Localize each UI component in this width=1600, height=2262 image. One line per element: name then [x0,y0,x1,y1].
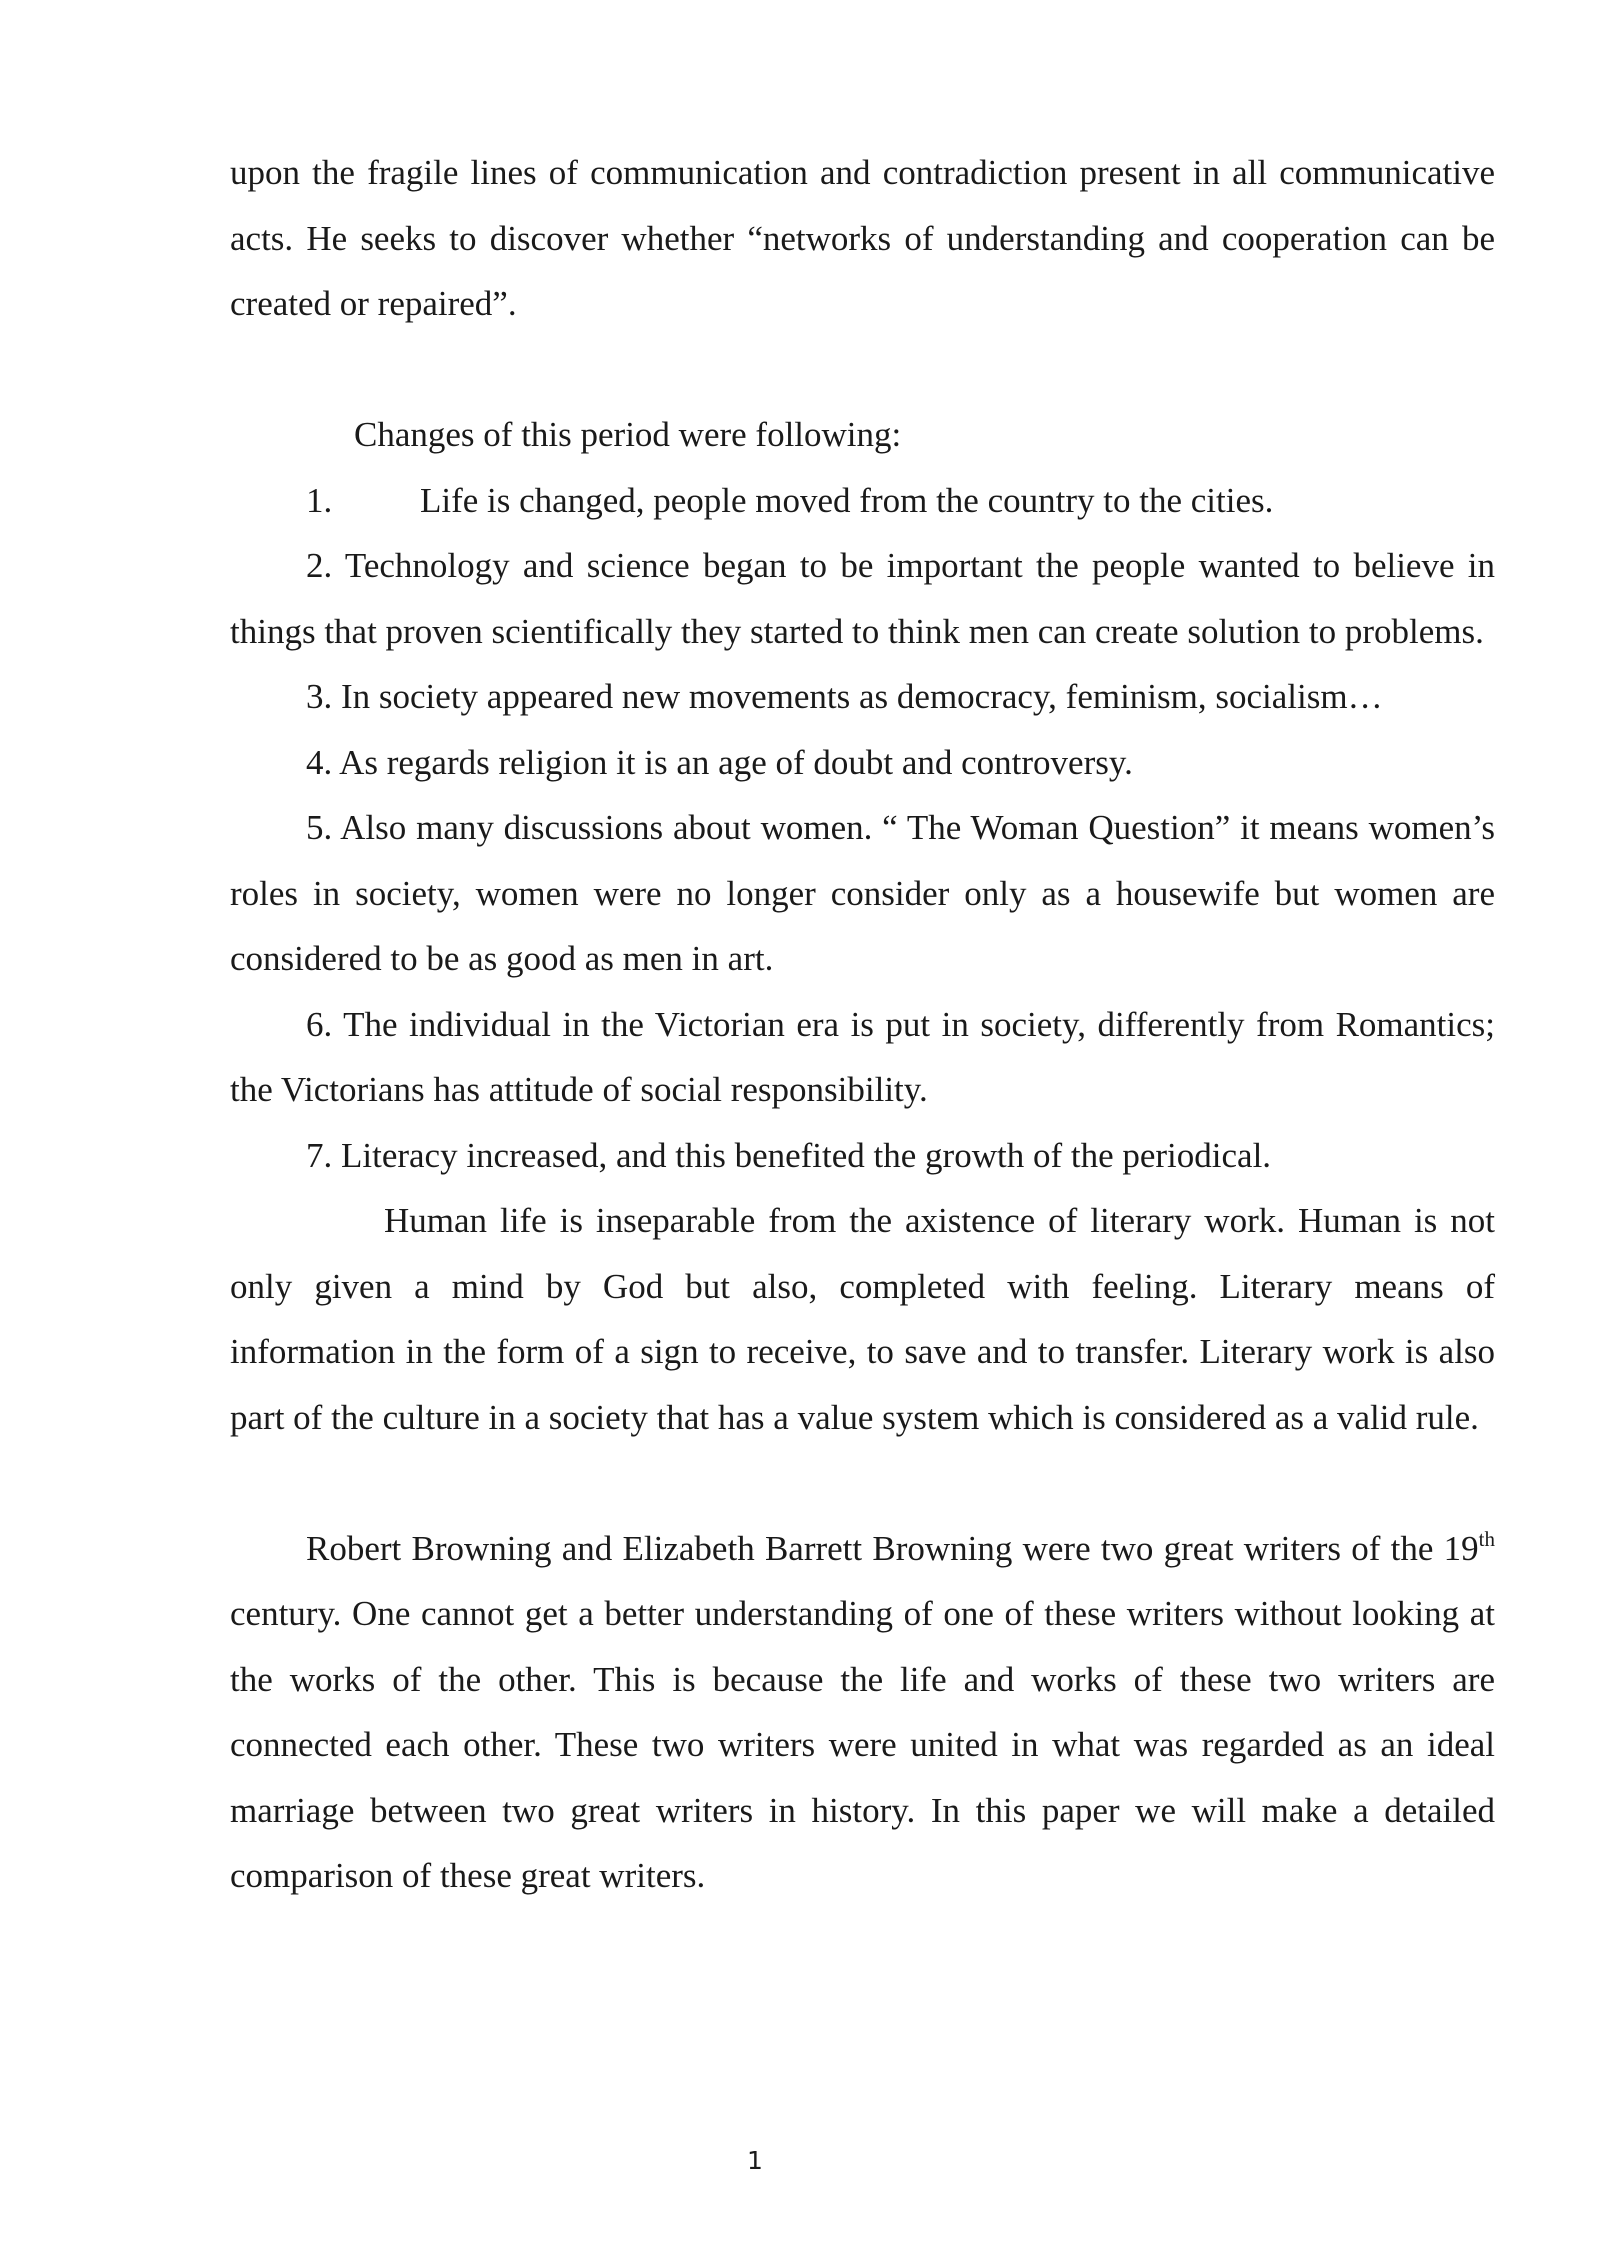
page-number: 1 [747,2146,763,2175]
list-item-number: 1. [306,480,333,520]
browning-paragraph [230,1516,1495,1909]
list-item-1 [230,468,1495,534]
list-item-7: 7. Literacy increased, and this benefited the growth of the periodical. [306,1135,1272,1175]
ordinal-suffix: th [1478,1526,1495,1551]
document-body [230,140,1495,1909]
browning-text-rest: century. One cannot get a better understanding of one of these writers without looking at the works of the other. This is because the life and works of these two writers are connected each other. These two writers were united in what was regarded as an ideal marriage between two great writers in history. In this paper we will make a detailed comparison of these great writers. [230,1594,1495,1895]
list-item-3: 3. In society appeared new movements as democracy, feminism, socialism… [306,677,1383,716]
paragraph-spacer [230,1450,1495,1516]
list-item-4: 4. As regards religion it is an age of doubt and controversy. [306,742,1133,782]
list-item-5: 5. Also many discussions about women. “ The Woman Question” it means women’s roles in society, women were no longer consider only as a housewife but women are considered to be as good as men in art. [230,808,1495,978]
list-item-text: Life is changed, people moved from the country to the cities. [420,480,1274,520]
human-life-paragraph: Human life is inseparable from the axistence of literary work. Human is not only given a mind by God but also, completed with feeling. Literary means of information in the form of a sign to receive, to save and to transfer. Literary work is also part of the culture in a society that has a value system which is considered as a valid rule. [230,1201,1495,1437]
browning-text-start: Robert Browning and Elizabeth Barrett Browning were two great writers of the 19 [306,1528,1479,1568]
paragraph-spacer [230,337,1495,403]
intro-paragraph: upon the fragile lines of communication and contradiction present in all communicative acts. He seeks to discover whether “networks of understanding and cooperation can be created or repaired”. [230,153,1495,323]
list-item-6: 6. The individual in the Victorian era is put in society, differently from Romantics; the Victorians has attitude of social responsibility. [230,1004,1495,1109]
list-item-2: 2. Technology and science began to be important the people wanted to believe in things that proven scientifically they started to think men can create solution to problems. [230,546,1495,651]
changes-heading: Changes of this period were following: [354,415,902,454]
